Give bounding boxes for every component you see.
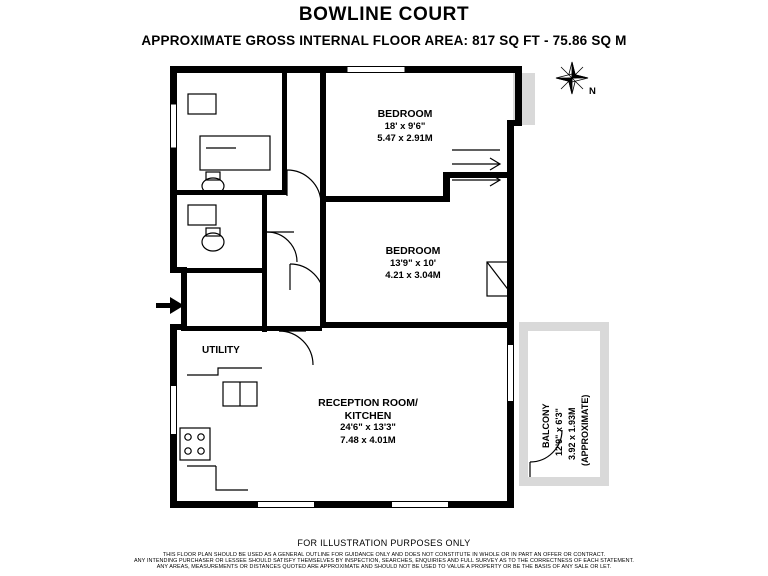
illustration-note: FOR ILLUSTRATION PURPOSES ONLY: [297, 538, 471, 548]
wall-exterior-right-upper2: [507, 120, 514, 200]
reception-name-line2: KITCHEN: [344, 409, 392, 422]
window-left-recep: [171, 386, 176, 434]
compass-rose: [556, 62, 588, 94]
bedroom-1-dim-metric: 5.47 x 2.91M: [377, 133, 433, 144]
bedroom-1-name: BEDROOM: [377, 108, 433, 120]
wall-exterior-left-upper: [170, 66, 177, 273]
wall-bath-right-upper: [282, 66, 287, 195]
wall-exterior-right-mid: [507, 196, 514, 326]
wall-utility-bottom: [181, 326, 267, 331]
wall-bedroom1-bottom: [320, 196, 450, 202]
disclaimer-line-1: THIS FLOOR PLAN SHOULD BE USED AS A GENERAL OUTLINE FOR GUIDANCE ONLY AND DOES NOT CONSTITUTE IN WHOLE OR IN PART AN OFFER OR CONTRACT.: [162, 552, 606, 558]
bedroom-1-dim-imperial: 18' x 9'6": [384, 120, 426, 132]
disclaimer-block: [0, 552, 768, 571]
bedroom-2-dim-imperial: 13'9" x 10': [389, 257, 436, 269]
reception-dim-metric: 7.48 x 4.01M: [340, 434, 396, 446]
window-right-recep: [508, 345, 513, 401]
room-label-reception-kitchen: [278, 397, 458, 447]
wall-bath-bottom: [177, 268, 267, 273]
wall-exterior-left-mid: [181, 267, 187, 330]
disclaimer-line-3: ANY AREAS, MEASUREMENTS OR DISTANCES QUOTED ARE APPROXIMATE AND SHOULD NOT BE USED TO VALUE A PROPERTY OR BE THE BASIS OF ANY SALE OR LET.: [156, 564, 612, 571]
compass-north-label: N: [589, 86, 596, 97]
wall-hall-reception: [267, 326, 322, 331]
bedroom-2-dim-metric: 4.21 x 3.04M: [385, 270, 441, 281]
wall-exterior-bottom: [170, 501, 514, 508]
wall-exterior-top: [170, 66, 522, 73]
room-label-bedroom-2: [333, 245, 493, 283]
wall-bedroom2-bottom: [320, 322, 514, 328]
wall-wc-right: [262, 190, 267, 273]
window-bottom-recep: [258, 502, 314, 507]
page-title: BOWLINE COURT: [298, 4, 470, 25]
wall-hall-top: [443, 172, 509, 178]
window-top-bedroom1: [347, 67, 405, 72]
balcony-dim-metric: 3.92 x 1.93M: [567, 407, 577, 460]
bedroom-2-name: BEDROOM: [385, 245, 441, 257]
window-bottom-recep-2: [392, 502, 448, 507]
room-label-utility: UTILITY: [202, 345, 240, 356]
balcony-name: BALCONY: [541, 403, 551, 448]
window-left-bath: [171, 104, 176, 148]
disclaimer-line-2: ANY INTENDING PURCHASER OR LESSEE SHOULD SATISFY THEMSELVES BY INSPECTION, SEARCHES, ENQUIRIES AND FULL SURVEY AS TO THE CORRECTNESS OF EACH STATEMENT.: [133, 558, 635, 565]
wall-exterior-right-upper: [515, 66, 522, 126]
wall-bath-split: [177, 190, 287, 195]
floor-area-subtitle: APPROXIMATE GROSS INTERNAL FLOOR AREA: 817 SQ FT - 75.86 SQ M: [141, 33, 627, 48]
wall-bedroom2-left: [320, 196, 326, 328]
balcony-dim-imperial: 12'9" x 6'3": [554, 408, 564, 456]
balcony-note: (APPROXIMATE): [580, 394, 590, 466]
reception-dim-imperial: 24'6" x 13'3": [340, 422, 396, 433]
room-label-bedroom-1: [325, 108, 485, 146]
wall-utility-right: [262, 273, 267, 332]
reception-name-line1: RECEPTION ROOM/: [318, 397, 418, 409]
entrance-arrow: [156, 297, 184, 314]
